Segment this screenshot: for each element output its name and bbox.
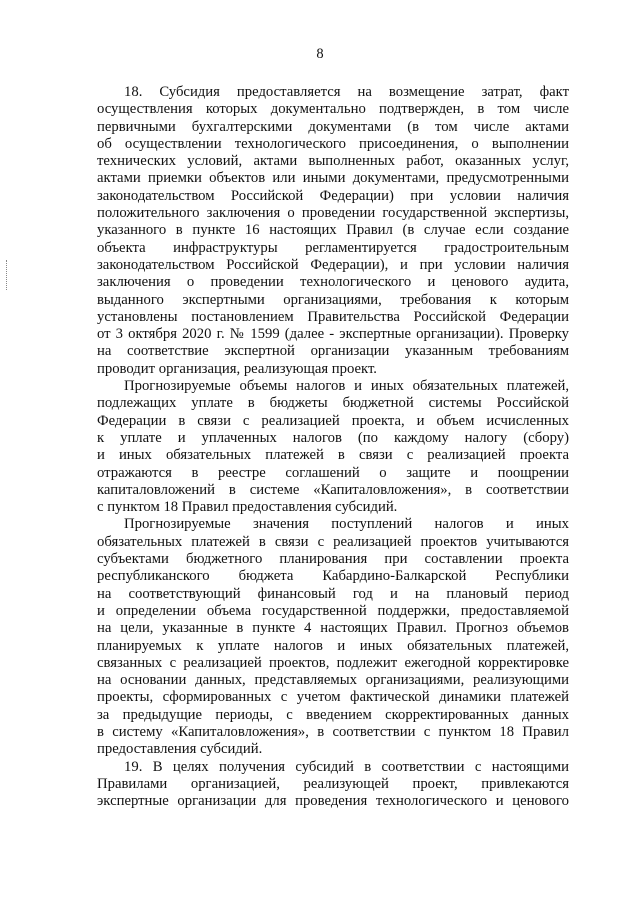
text-line: Прогнозируемые объемы налогов и иных обязательных платежей, [124,378,569,395]
text-line: Федерации в связи с реализацией проекта, и объем исчисленных [97,412,569,429]
text-line: указанного в пункте 16 настоящих Правил (в случае если создание [97,222,569,239]
text-line: за предыдущие периоды, с введением скорректированных данных [97,706,569,723]
text-line: экспертные организации для проведения технологического и ценового [97,793,569,810]
text-line: подлежащих уплате в бюджеты бюджетной системы Российской [97,395,569,412]
text-line: технических условий, актами выполненных работ, оказанных услуг, [97,153,569,170]
text-line: в систему «Капиталовложения», в соответствии с пунктом 18 Правил [97,723,569,740]
text-line: от 3 октября 2020 г. № 1599 (далее - экспертные организации). Проверку [97,326,569,343]
text-line: и определении объема государственной поддержки, предоставляемой [97,602,569,619]
text-line: объекта инфраструктуры регламентируется градостроительным [97,239,569,256]
text-line: обязательных платежей в связи с реализацией проектов учитываются [97,533,569,550]
text-line: Правилами организацией, реализующей проект, привлекаются [97,775,569,792]
text-line: об осуществлении технологического присоединения, о выполнении [97,135,569,152]
text-line: предоставления субсидий. [97,741,263,758]
text-line: проводит организация, реализующая проект. [97,360,377,377]
text-line: на основании данных, представляемых организациями, реализующими [97,672,569,689]
text-line: актами приемки объектов или иными документами, предусмотренными [97,170,569,187]
text-line: связанных с реализацией проектов, подлежит ежегодной корректировке [97,654,569,671]
text-line: 18. Субсидия предоставляется на возмещение затрат, факт [124,84,569,100]
text-line: законодательством Российской Федерации) при условии наличия [97,187,569,204]
body-text [97,84,569,810]
text-line: на цели, указанные в пункте 4 настоящих Правил. Прогноз объемов [97,620,569,637]
text-line: отражаются в реестре соглашений о защите и поощрении [97,464,569,481]
text-line: и иных обязательных платежей в связи с реализацией проекта [97,447,569,464]
text-line: на соответствующий финансовый год и на плановый период [97,585,569,602]
text-line: к уплате и уплаченных налогов (по каждому налогу (сбору) [97,429,569,446]
text-line: положительного заключения о проведении государственной экспертизы, [97,205,569,222]
text-line: установлены постановлением Правительства Российской Федерации [97,308,569,325]
page-number: 8 [316,46,324,62]
text-line: осуществления которых документально подтвержден, в том числе [97,101,569,118]
text-line: выданного экспертными организациями, требования к которым [97,291,569,308]
text-line: субъектами бюджетного планирования при составлении проекта [97,551,569,568]
text-line: на соответствие экспертной организации указанным требованиям [97,343,569,360]
text-line: с пунктом 18 Правил предоставления субсидий. [97,499,398,516]
text-line: первичными бухгалтерскими документами (в том числе актами [97,118,569,135]
text-line: планируемых к уплате налогов и иных обязательных платежей, [97,637,569,654]
text-line: капиталовложений в системе «Капиталовложения», в соответствии [97,481,569,498]
margin-mark [6,260,9,290]
text-line: республиканского бюджета Кабардино-Балкарской Республики [97,568,569,585]
text-line: заключения о проведении технологического и ценового аудита, [97,274,569,291]
text-line: Прогнозируемые значения поступлений налогов и иных [124,516,569,533]
text-line: 19. В целях получения субсидий в соответствии с настоящими [124,758,569,775]
text-line: проекты, сформированных с учетом фактической динамики платежей [97,689,569,706]
text-line: законодательством Российской Федерации), и при условии наличия [97,256,569,273]
